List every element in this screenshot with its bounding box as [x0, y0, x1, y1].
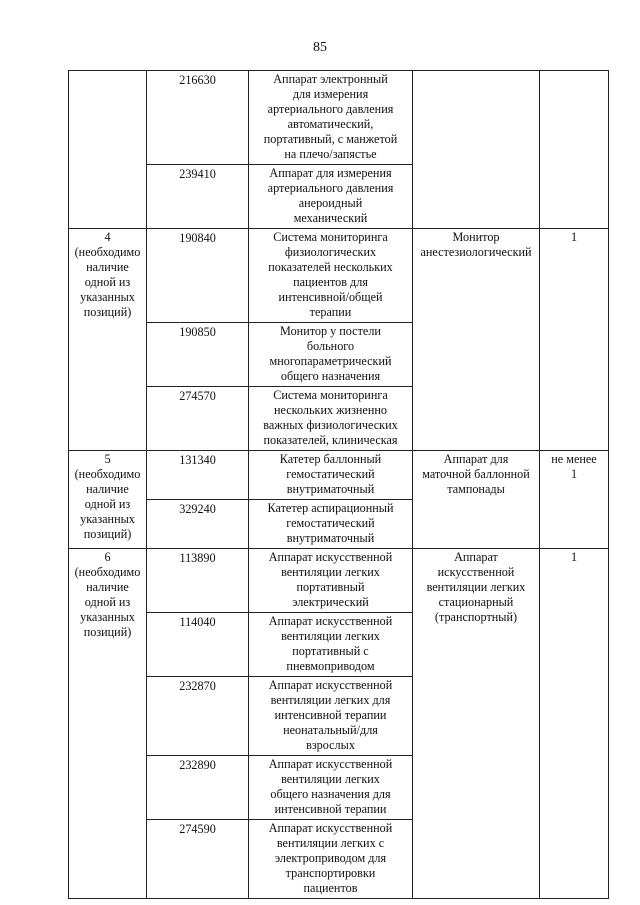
item-name-cell: Аппарат искусственной вентиляции легких портативный с пневмоприводом: [249, 613, 413, 677]
code-cell: 190840: [147, 229, 249, 323]
item-name-cell: Система мониторинга физиологических показателей нескольких пациентов для интенсивной/общей терапии: [249, 229, 413, 323]
code-cell: 216630: [147, 71, 249, 165]
code-cell: 113890: [147, 549, 249, 613]
code-cell: 239410: [147, 165, 249, 229]
group-label-cell: 4 (необходимо наличие одной из указанных позиций): [69, 229, 147, 451]
code-cell: 274590: [147, 820, 249, 899]
code-cell: 274570: [147, 387, 249, 451]
equipment-table: [68, 70, 609, 899]
table-row: [69, 71, 609, 165]
quantity-cell: не менее 1: [540, 451, 609, 549]
item-name-cell: Аппарат искусственной вентиляции легких с электроприводом для транспортировки пациентов: [249, 820, 413, 899]
group-label-cell: 6 (необходимо наличие одной из указанных позиций): [69, 549, 147, 899]
quantity-cell: 1: [540, 549, 609, 899]
code-cell: 232870: [147, 677, 249, 756]
code-cell: 131340: [147, 451, 249, 500]
group-label-cell: [69, 71, 147, 229]
code-cell: 114040: [147, 613, 249, 677]
item-name-cell: Монитор у постели больного многопараметрический общего назначения: [249, 323, 413, 387]
device-name-cell: Аппарат для маточной баллонной тампонады: [413, 451, 540, 549]
group-label-cell: 5 (необходимо наличие одной из указанных позиций): [69, 451, 147, 549]
item-name-cell: Система мониторинга нескольких жизненно важных физиологических показателей, клиническая: [249, 387, 413, 451]
quantity-cell: [540, 71, 609, 229]
item-name-cell: Аппарат искусственной вентиляции легких общего назначения для интенсивной терапии: [249, 756, 413, 820]
table-row: [69, 549, 609, 613]
code-cell: 329240: [147, 500, 249, 549]
item-name-cell: Аппарат электронный для измерения артериального давления автоматический, портативный, с манжетой на плечо/запястье: [249, 71, 413, 165]
item-name-cell: Аппарат искусственной вентиляции легких для интенсивной терапии неонатальный/для взрослых: [249, 677, 413, 756]
code-cell: 232890: [147, 756, 249, 820]
device-name-cell: Монитор анестезиологический: [413, 229, 540, 451]
item-name-cell: Катетер баллонный гемостатический внутриматочный: [249, 451, 413, 500]
item-name-cell: Аппарат для измерения артериального давления анероидный механический: [249, 165, 413, 229]
device-name-cell: Аппарат искусственной вентиляции легких стационарный (транспортный): [413, 549, 540, 899]
table-row: [69, 229, 609, 323]
item-name-cell: Катетер аспирационный гемостатический внутриматочный: [249, 500, 413, 549]
table-row: [69, 451, 609, 500]
item-name-cell: Аппарат искусственной вентиляции легких портативный электрический: [249, 549, 413, 613]
quantity-cell: 1: [540, 229, 609, 451]
code-cell: 190850: [147, 323, 249, 387]
device-name-cell: [413, 71, 540, 229]
page-number: 85: [313, 40, 327, 55]
